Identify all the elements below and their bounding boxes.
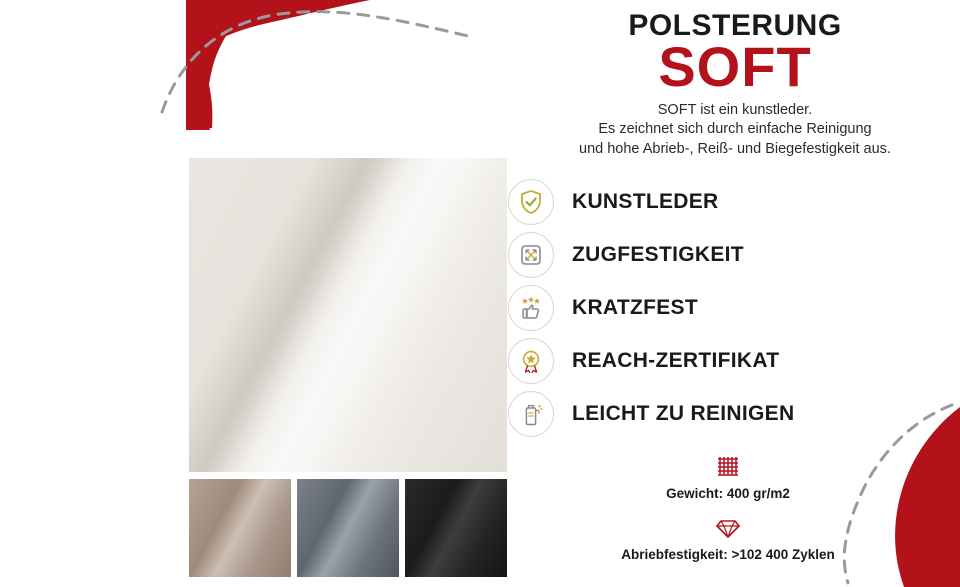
feature-item-kratzfest	[508, 281, 948, 334]
fabric-weave-icon	[508, 448, 948, 484]
spec-text: Gewicht: 400 gr/m2	[666, 486, 790, 501]
spec-item-abrasion	[508, 509, 948, 562]
spec-item-weight	[508, 448, 948, 501]
spec-list	[508, 448, 948, 570]
color-swatch-row	[189, 479, 507, 577]
description-line-2: Es zeichnet sich durch einfache Reinigung	[598, 121, 872, 138]
dashed-path-top-svg	[150, 0, 480, 120]
diamond-icon	[508, 509, 948, 545]
feature-item-leicht-zu-reinigen	[508, 387, 948, 440]
feature-label: KUNSTLEDER	[572, 189, 719, 213]
swatch-black[interactable]	[405, 479, 507, 577]
headline-block	[520, 10, 950, 159]
feature-item-zugfestigkeit	[508, 228, 948, 281]
feature-label: REACH-ZERTIFIKAT	[572, 348, 780, 372]
description-line-3: und hohe Abrieb-, Reiß- und Biegefestigkeit aus.	[579, 140, 891, 157]
shield-check-icon	[508, 179, 554, 225]
feature-label: ZUGFESTIGKEIT	[572, 242, 744, 266]
dashed-line-top	[150, 0, 480, 120]
spec-text: Abriebfestigkeit: >102 400 Zyklen	[621, 547, 835, 562]
main-product-image	[189, 158, 507, 472]
thumbs-up-stars-icon	[508, 285, 554, 331]
description-line-1: SOFT ist ein kunstleder.	[657, 101, 813, 118]
feature-label: KRATZFEST	[572, 295, 698, 319]
product-name: SOFT	[658, 34, 812, 98]
feature-item-reach-zertifikat	[508, 334, 948, 387]
swatch-beige[interactable]	[189, 479, 291, 577]
feature-label: LEICHT ZU REINIGEN	[572, 401, 795, 425]
product-description	[520, 101, 950, 160]
feature-item-kunstleder	[508, 175, 948, 228]
star-badge-icon	[508, 338, 554, 384]
page-title: POLSTERUNG	[628, 9, 842, 42]
feature-list	[508, 175, 948, 440]
swatch-grey[interactable]	[297, 479, 399, 577]
spray-cleaning-icon	[508, 391, 554, 437]
cushion-arrows-icon	[508, 232, 554, 278]
